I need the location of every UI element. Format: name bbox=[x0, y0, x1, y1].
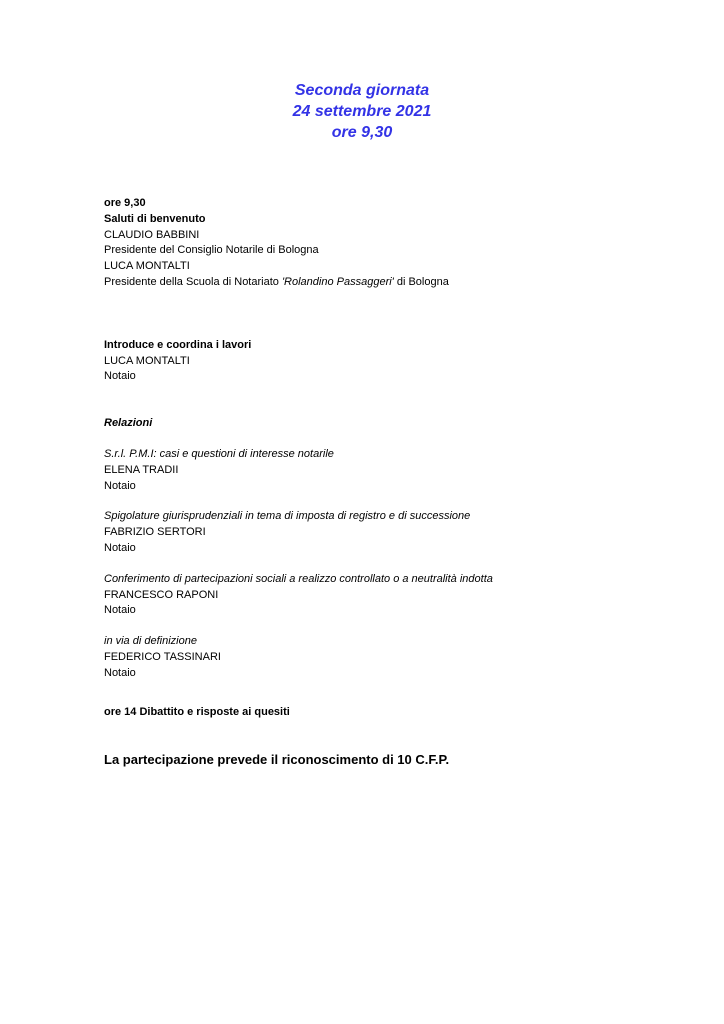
speaker-role bbox=[104, 275, 664, 291]
speaker-name: LUCA MONTALTI bbox=[104, 260, 190, 273]
report-speaker: FABRIZIO SERTORI bbox=[104, 526, 206, 539]
debate-line: ore 14 Dibattito e risposte ai quesiti bbox=[104, 705, 290, 718]
report-topic: Conferimento di partecipazioni sociali a realizzo controllato o a neutralità indotta bbox=[104, 572, 493, 585]
credits-note: La partecipazione prevede il riconoscimento di 10 C.F.P. bbox=[104, 752, 450, 768]
report-speaker: ELENA TRADII bbox=[104, 463, 179, 476]
chair-name: LUCA MONTALTI bbox=[104, 354, 190, 367]
chair-role: Notaio bbox=[104, 370, 136, 383]
chair-title: Introduce e coordina i lavori bbox=[104, 338, 252, 351]
speaker-role-suffix: di Bologna bbox=[393, 275, 449, 288]
reports-title: Relazioni bbox=[104, 417, 153, 430]
welcome-section bbox=[104, 196, 664, 291]
report-speaker: FEDERICO TASSINARI bbox=[104, 650, 221, 663]
school-name: 'Rolandino Passaggeri' bbox=[281, 275, 394, 288]
speaker-role-prefix: Presidente della Scuola di Notariato bbox=[104, 275, 282, 288]
report-topic: S.r.l. P.M.I: casi e questioni di interesse notarile bbox=[104, 447, 334, 460]
chair-section bbox=[104, 338, 664, 385]
session-title: Seconda giornata bbox=[294, 82, 430, 99]
report-item bbox=[104, 509, 664, 556]
report-speaker: FRANCESCO RAPONI bbox=[104, 588, 219, 601]
report-topic: in via di definizione bbox=[104, 635, 197, 648]
report-role: Notaio bbox=[104, 666, 136, 679]
report-item bbox=[104, 572, 664, 619]
report-role: Notaio bbox=[104, 479, 136, 492]
reports-section bbox=[104, 416, 664, 681]
welcome-title: Saluti di benvenuto bbox=[104, 212, 206, 225]
report-item bbox=[104, 634, 664, 681]
speaker-name: CLAUDIO BABBINI bbox=[104, 228, 200, 241]
session-header bbox=[0, 80, 724, 143]
program-content bbox=[104, 196, 664, 769]
session-date: 24 settembre 2021 bbox=[292, 103, 432, 120]
report-role: Notaio bbox=[104, 541, 136, 554]
report-item bbox=[104, 447, 664, 494]
welcome-time: ore 9,30 bbox=[104, 197, 146, 209]
speaker-role: Presidente del Consiglio Notarile di Bologna bbox=[104, 244, 319, 257]
report-topic: Spigolature giurisprudenziali in tema di imposta di registro e di successione bbox=[104, 510, 471, 523]
report-role: Notaio bbox=[104, 604, 136, 617]
session-time: ore 9,30 bbox=[331, 124, 393, 141]
